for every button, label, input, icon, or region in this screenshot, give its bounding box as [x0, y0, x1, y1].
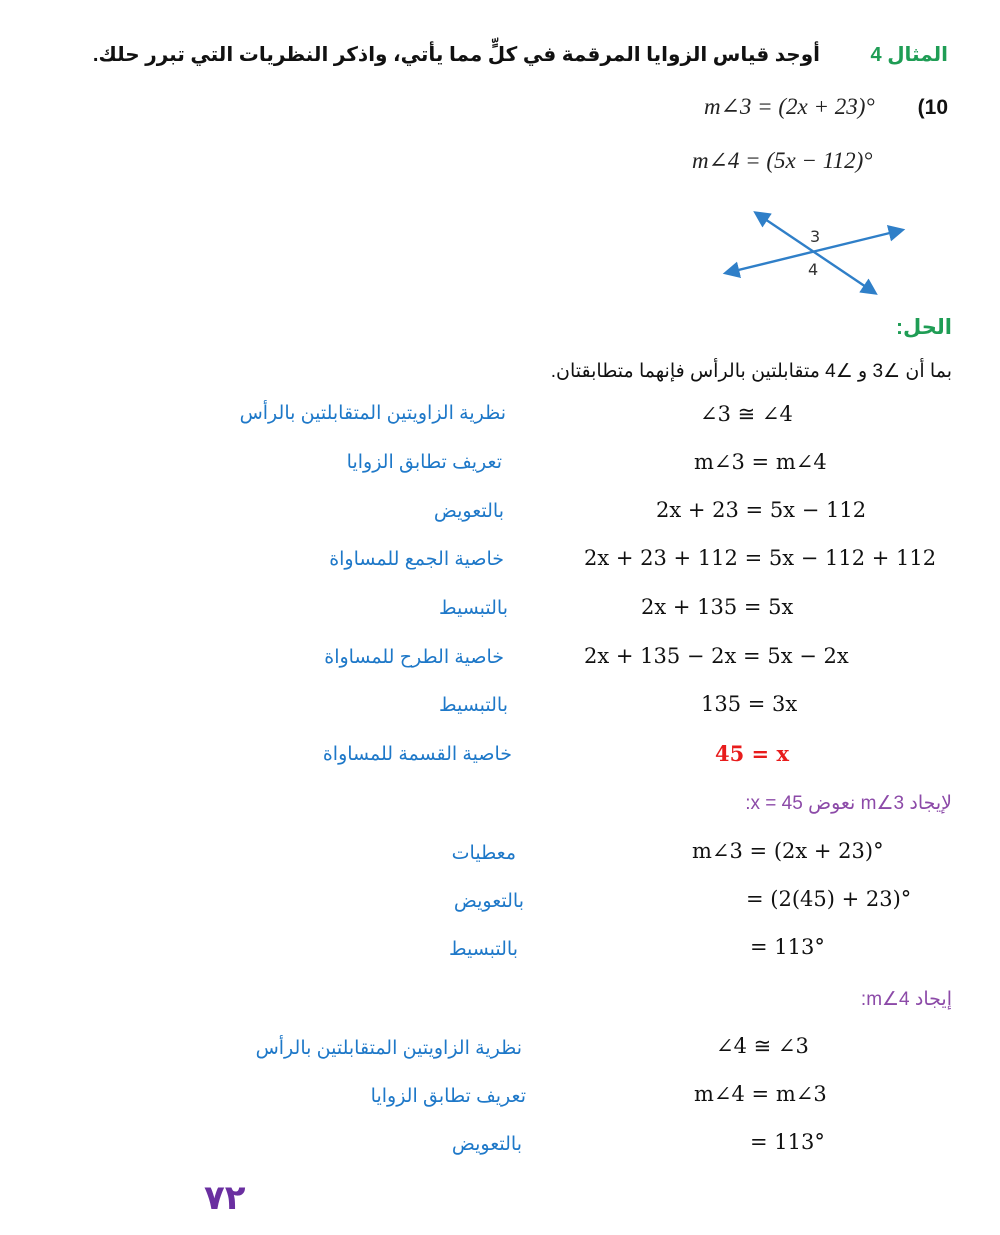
statement-m3-1: m∠3 = (2x + 23)°	[692, 839, 884, 863]
reason-m3-3: بالتبسيط	[448, 939, 518, 960]
statement-m4-3: = 113°	[750, 1130, 825, 1154]
statement-7: 135 = 3x	[701, 692, 798, 716]
line-1	[756, 213, 875, 293]
reason-6: خاصية الطرح للمساواة	[324, 647, 504, 668]
statement-6: 2x + 135 − 2x = 5x − 2x	[584, 644, 849, 668]
angle-4-label: 4	[808, 260, 819, 279]
angle-3-label: 3	[810, 227, 821, 246]
statement-m4-2: m∠4 = m∠3	[694, 1082, 827, 1106]
given-angle-3	[704, 94, 875, 120]
find-m3-heading: لإيجاد m∠3 نعوض x = 45:	[745, 793, 952, 814]
solution-intro: بما أن ∠3 و ∠4 متقابلتين بالرأس فإنهما متطابقتان.	[550, 361, 952, 382]
reason-m4-2: تعريف تطابق الزوايا	[370, 1086, 526, 1107]
page-number: ٧٢	[204, 1179, 246, 1217]
vertical-angles-figure	[720, 205, 910, 297]
statement-m4-1: ∠4 ≅ ∠3	[716, 1034, 809, 1058]
given-angle-4	[692, 148, 872, 174]
reason-4: خاصية الجمع للمساواة	[329, 549, 504, 570]
reason-m4-3: بالتعويض	[451, 1134, 522, 1155]
statement-4: 2x + 23 + 112 = 5x − 112 + 112	[584, 546, 937, 570]
statement-1: ∠3 ≅ ∠4	[700, 402, 793, 426]
solution-label: الحل:	[896, 316, 952, 339]
reason-5: بالتبسيط	[438, 598, 508, 619]
find-m4-heading: إيجاد m∠4:	[860, 989, 952, 1010]
statement-5: 2x + 135 = 5x	[641, 595, 794, 619]
reason-m3-2: بالتعويض	[453, 891, 524, 912]
example-title: أوجد قياس الزوايا المرقمة في كلٍّ مما يأتي، واذكر النظريات التي تبرر حلك.	[92, 44, 820, 66]
example-label: المثال 4	[870, 44, 948, 66]
reason-7: بالتبسيط	[438, 695, 508, 716]
reason-m4-1: نظرية الزاويتين المتقابلتين بالرأس	[255, 1038, 522, 1059]
statement-3: 2x + 23 = 5x − 112	[656, 498, 867, 522]
given-angle-4-text: m∠4 = (5x − 112)°	[692, 148, 873, 173]
statement-8-answer: 45 = x	[715, 741, 789, 766]
statement-m3-2: = (2(45) + 23)°	[746, 887, 912, 911]
statement-m3-3: = 113°	[750, 935, 825, 959]
given-angle-3-text: m∠3 = (2x + 23)°	[704, 94, 875, 119]
reason-8: خاصية القسمة للمساواة	[322, 744, 512, 765]
reason-m3-1: معطيات	[451, 843, 516, 864]
reason-3: بالتعويض	[433, 501, 504, 522]
statement-2: m∠3 = m∠4	[694, 450, 827, 474]
problem-number: (10	[917, 96, 948, 119]
reason-1: نظرية الزاويتين المتقابلتين بالرأس	[239, 403, 506, 424]
reason-2: تعريف تطابق الزوايا	[346, 452, 502, 473]
